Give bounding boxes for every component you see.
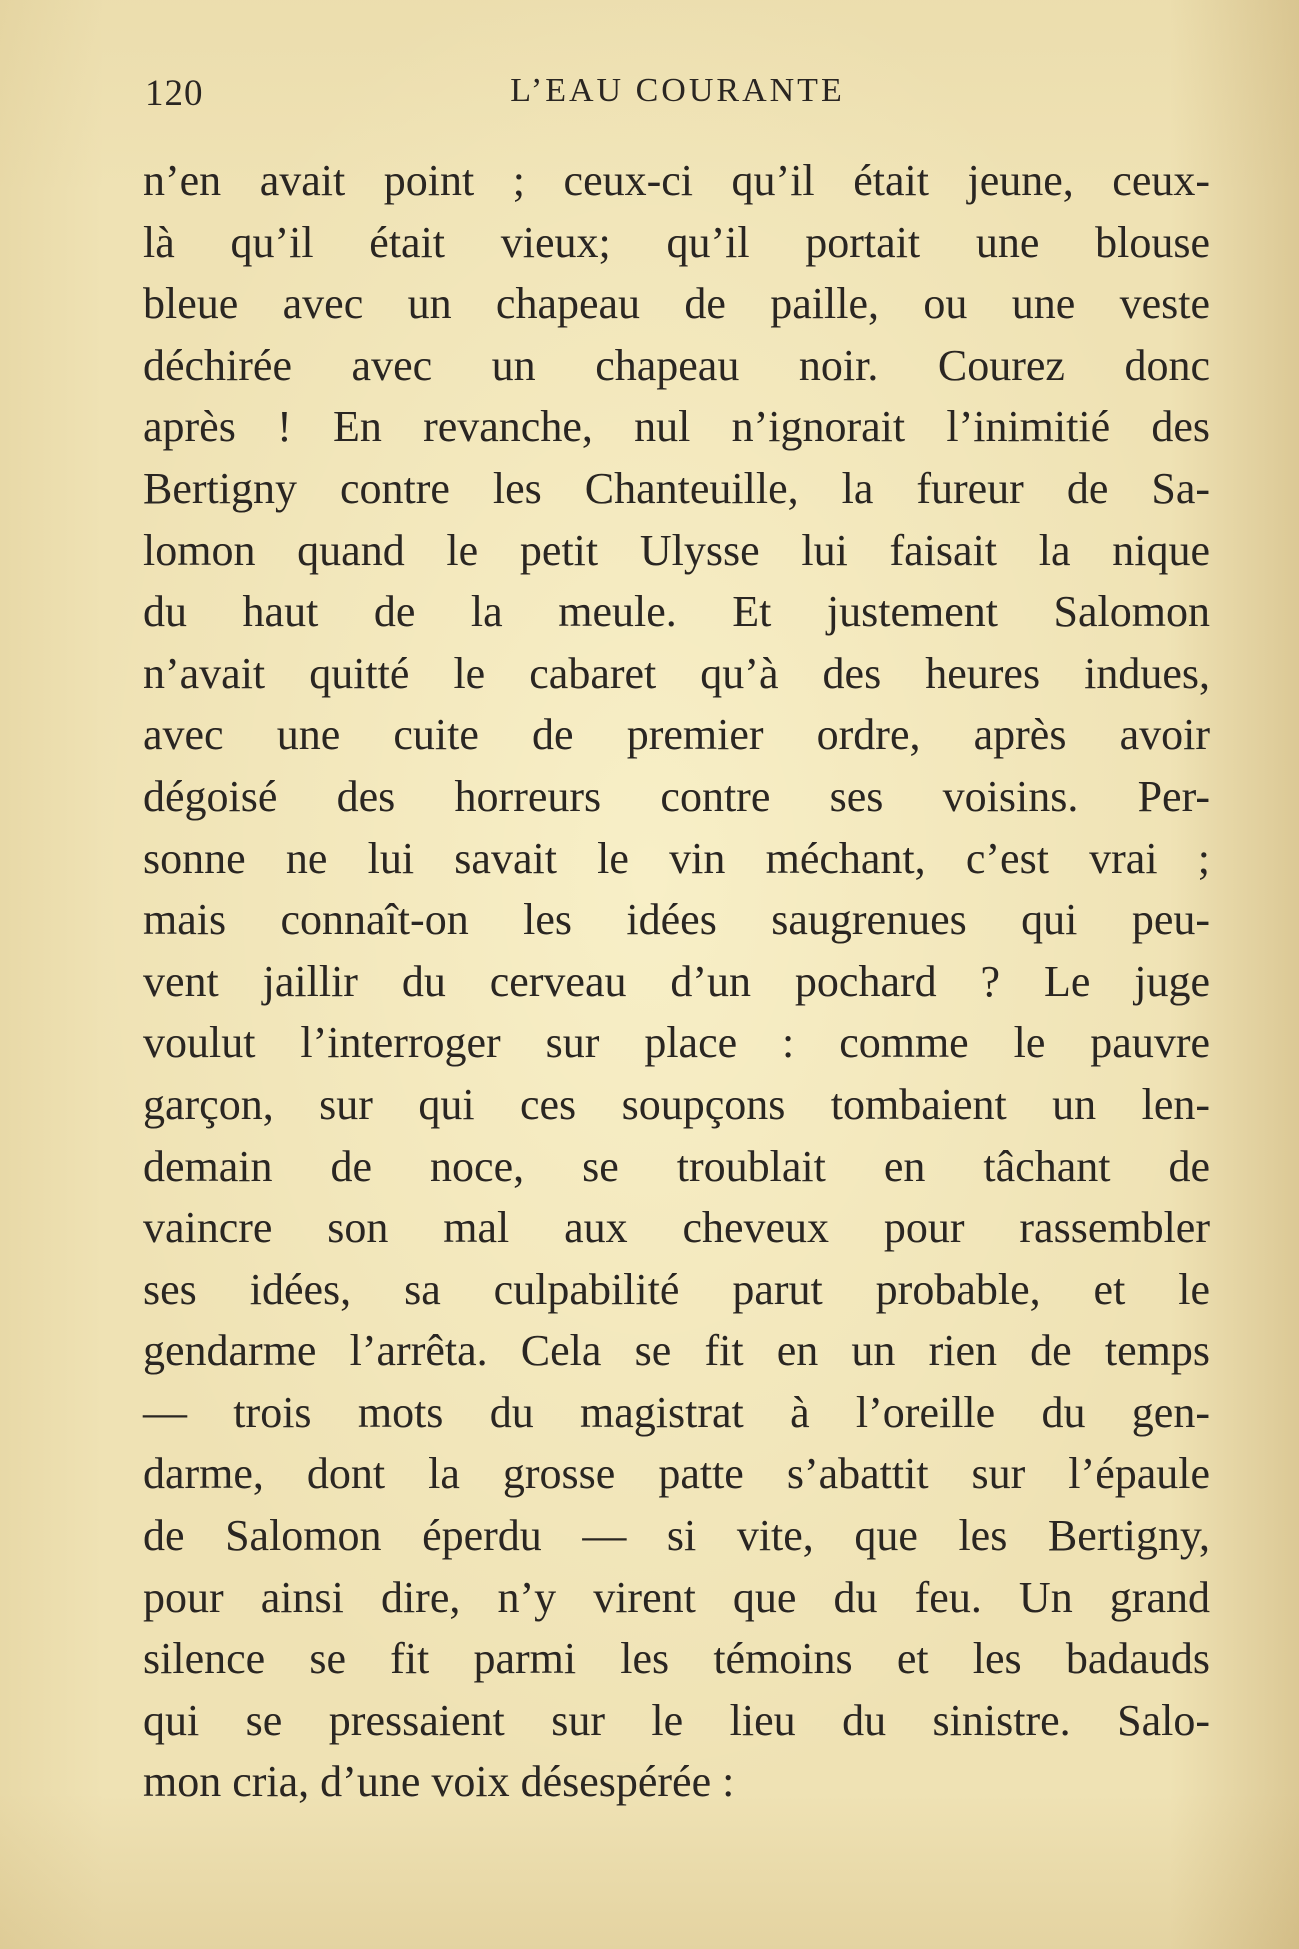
text-line: voulut l’interroger sur place : comme le pauvre xyxy=(143,1018,1210,1068)
text-line: vent jaillir du cerveau d’un pochard ? Le juge xyxy=(143,956,1210,1006)
text-line: demain de noce, se troublait en tâchant de xyxy=(143,1141,1210,1191)
text-line: pour ainsi dire, n’y virent que du feu. Un grand xyxy=(143,1572,1210,1622)
text-line: qui se pressaient sur le lieu du sinistre. Salo- xyxy=(143,1695,1210,1745)
text-line: ses idées, sa culpabilité parut probable, et le xyxy=(143,1264,1210,1314)
text-line: là qu’il était vieux; qu’il portait une blouse xyxy=(143,217,1210,267)
page-number: 120 xyxy=(145,73,204,114)
text-line: vaincre son mal aux cheveux pour rassembler xyxy=(143,1203,1210,1253)
text-line: mais connaît-on les idées saugrenues qui peu- xyxy=(143,895,1210,945)
running-title: L’EAU COURANTE xyxy=(510,72,845,109)
text-line: déchirée avec un chapeau noir. Courez donc xyxy=(143,340,1210,390)
text-line: garçon, sur qui ces soupçons tombaient un len- xyxy=(143,1079,1210,1129)
text-line: — trois mots du magistrat à l’oreille du gen- xyxy=(143,1387,1210,1437)
text-line: bleue avec un chapeau de paille, ou une veste xyxy=(143,279,1210,329)
text-line: lomon quand le petit Ulysse lui faisait la nique xyxy=(143,525,1210,575)
text-line: darme, dont la grosse patte s’abattit sur l’épaule xyxy=(143,1449,1210,1499)
text-line: après ! En revanche, nul n’ignorait l’inimitié des xyxy=(143,402,1210,452)
text-line: Bertigny contre les Chanteuille, la fureur de Sa- xyxy=(143,463,1210,513)
text-line: silence se fit parmi les témoins et les badauds xyxy=(143,1634,1210,1684)
text-line: du haut de la meule. Et justement Salomon xyxy=(143,587,1210,637)
body-text xyxy=(143,150,1210,1813)
text-line: sonne ne lui savait le vin méchant, c’est vrai ; xyxy=(143,833,1210,883)
text-line: de Salomon éperdu — si vite, que les Bertigny, xyxy=(143,1511,1210,1561)
text-line: dégoisé des horreurs contre ses voisins. Per- xyxy=(143,771,1210,821)
text-line: n’en avait point ; ceux-ci qu’il était jeune, ceux- xyxy=(143,156,1210,205)
text-line: mon cria, d’une voix désespérée : xyxy=(143,1757,735,1807)
text-line: gendarme l’arrêta. Cela se fit en un rien de temps xyxy=(143,1326,1210,1376)
text-line: n’avait quitté le cabaret qu’à des heures indues, xyxy=(143,648,1210,698)
text-line: avec une cuite de premier ordre, après avoir xyxy=(143,710,1210,760)
page-header xyxy=(145,72,1210,122)
